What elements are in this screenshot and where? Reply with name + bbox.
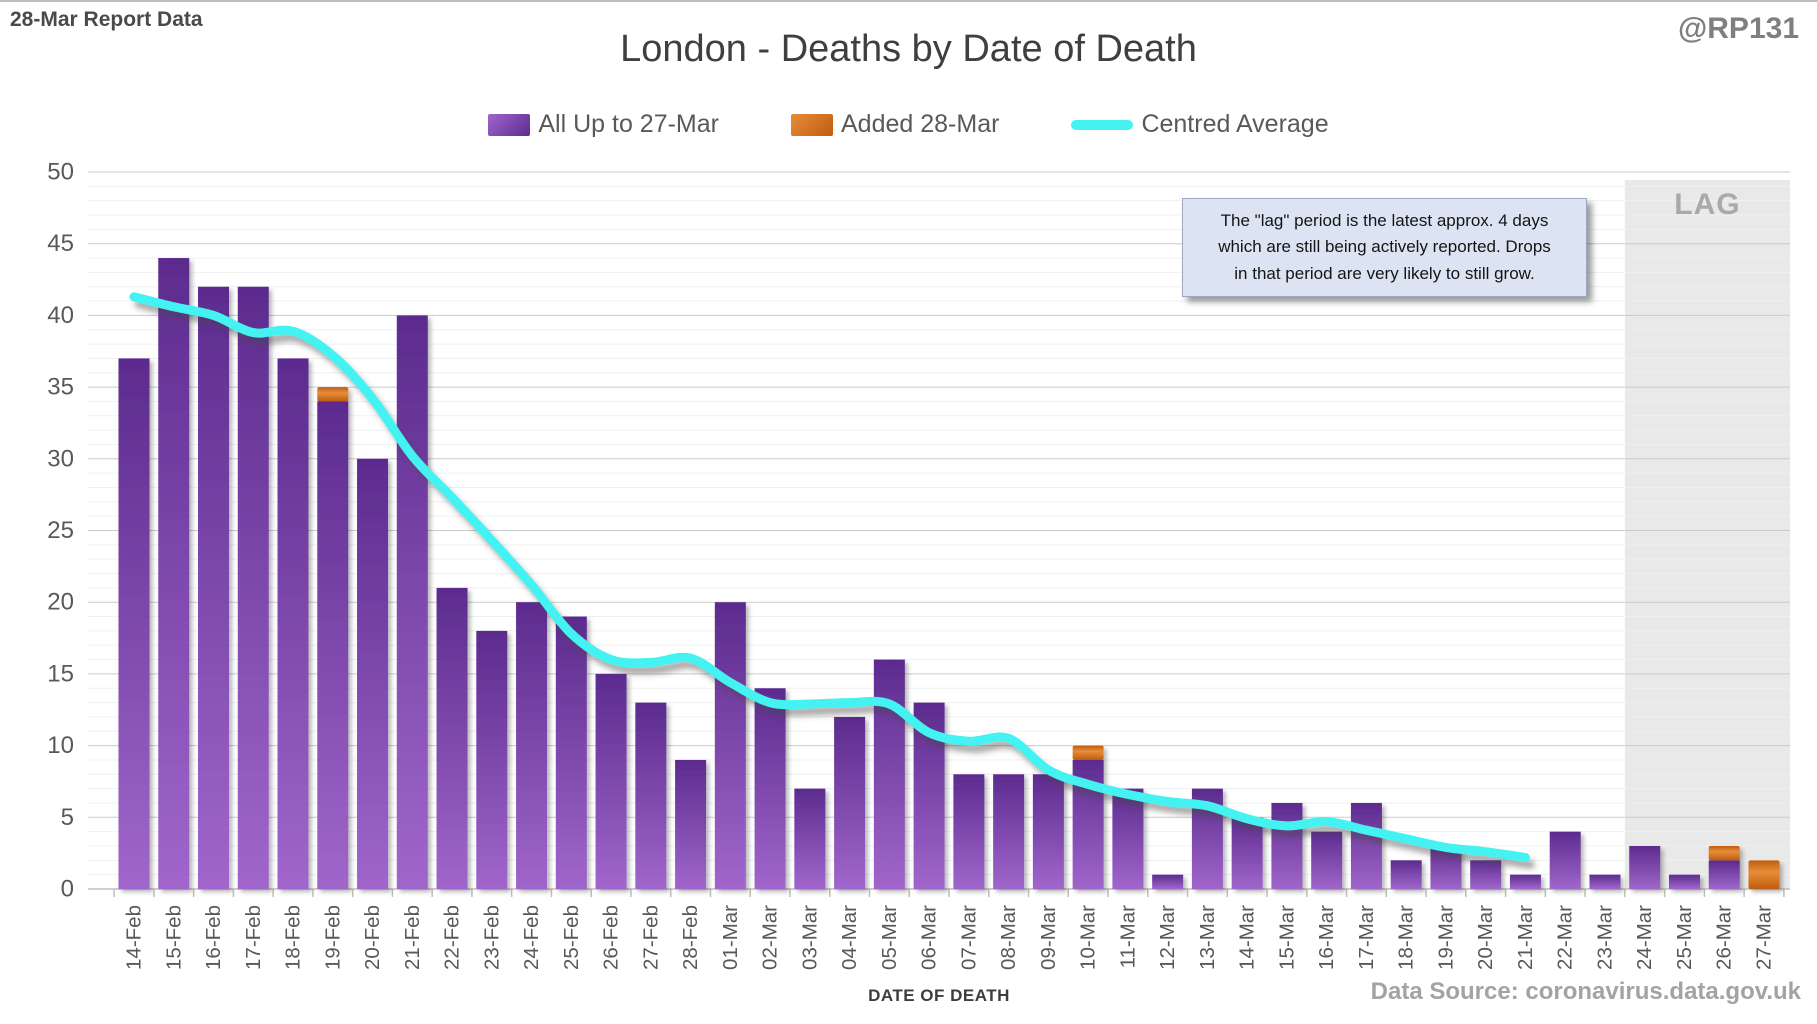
- svg-text:17-Mar: 17-Mar: [1354, 905, 1378, 970]
- annotation-line-1: The "lag" period is the latest approx. 4 days: [1220, 211, 1549, 230]
- svg-text:22-Feb: 22-Feb: [440, 905, 464, 970]
- chart-title: London - Deaths by Date of Death: [620, 28, 1197, 70]
- x-axis: [88, 889, 1790, 897]
- svg-text:03-Mar: 03-Mar: [798, 905, 822, 970]
- svg-text:26-Mar: 26-Mar: [1712, 905, 1736, 970]
- annotation-line-3: in that period are very likely to still grow.: [1234, 263, 1535, 283]
- svg-text:40: 40: [47, 301, 74, 329]
- svg-text:21-Mar: 21-Mar: [1513, 905, 1537, 970]
- svg-text:14-Mar: 14-Mar: [1235, 905, 1259, 970]
- svg-text:18-Feb: 18-Feb: [281, 905, 305, 970]
- lag-annotation-box: [1182, 198, 1587, 297]
- svg-text:18-Mar: 18-Mar: [1394, 905, 1418, 970]
- svg-text:35: 35: [47, 373, 74, 401]
- svg-text:22-Mar: 22-Mar: [1553, 905, 1577, 970]
- svg-text:27-Mar: 27-Mar: [1752, 905, 1776, 970]
- svg-text:25-Feb: 25-Feb: [559, 905, 583, 970]
- svg-text:25: 25: [47, 517, 74, 544]
- svg-text:05-Mar: 05-Mar: [877, 905, 901, 970]
- svg-text:25-Mar: 25-Mar: [1672, 905, 1696, 970]
- svg-text:04-Mar: 04-Mar: [838, 905, 862, 970]
- svg-text:15-Mar: 15-Mar: [1275, 905, 1299, 970]
- svg-text:45: 45: [47, 230, 74, 258]
- svg-text:23-Mar: 23-Mar: [1593, 905, 1617, 970]
- svg-text:20-Mar: 20-Mar: [1474, 905, 1498, 970]
- svg-text:5: 5: [60, 803, 74, 831]
- svg-text:27-Feb: 27-Feb: [639, 905, 663, 970]
- svg-text:30: 30: [47, 445, 74, 473]
- svg-text:24-Feb: 24-Feb: [520, 905, 544, 970]
- svg-text:23-Feb: 23-Feb: [480, 905, 504, 970]
- chart-canvas: [0, 2, 1817, 1024]
- svg-text:14-Feb: 14-Feb: [122, 905, 146, 970]
- svg-text:20-Feb: 20-Feb: [361, 905, 385, 970]
- svg-text:19-Mar: 19-Mar: [1434, 905, 1458, 970]
- svg-text:20: 20: [47, 588, 74, 616]
- svg-text:09-Mar: 09-Mar: [1036, 905, 1060, 970]
- legend-label-all: All Up to 27-Mar: [538, 110, 719, 138]
- svg-text:16-Feb: 16-Feb: [202, 905, 226, 970]
- svg-text:15: 15: [47, 660, 74, 688]
- svg-text:13-Mar: 13-Mar: [1195, 905, 1219, 970]
- legend-label-average: Centred Average: [1141, 110, 1329, 138]
- x-axis-title: DATE OF DEATH: [868, 986, 1010, 1005]
- annotation-line-2: which are still being actively reported. Drops: [1218, 237, 1551, 257]
- author-handle: @RP131: [1678, 12, 1799, 45]
- svg-text:01-Mar: 01-Mar: [718, 905, 742, 970]
- svg-text:06-Mar: 06-Mar: [917, 905, 941, 970]
- legend-label-added: Added 28-Mar: [841, 110, 1000, 138]
- report-date-label: 28-Mar Report Data: [10, 8, 203, 31]
- svg-text:21-Feb: 21-Feb: [400, 905, 424, 970]
- svg-text:19-Feb: 19-Feb: [321, 905, 345, 970]
- y-axis-labels: [47, 159, 74, 903]
- svg-text:24-Mar: 24-Mar: [1633, 905, 1657, 970]
- svg-text:28-Feb: 28-Feb: [679, 905, 703, 970]
- svg-text:07-Mar: 07-Mar: [957, 905, 981, 970]
- svg-text:08-Mar: 08-Mar: [997, 905, 1021, 970]
- svg-text:16-Mar: 16-Mar: [1315, 905, 1339, 970]
- svg-text:15-Feb: 15-Feb: [162, 905, 186, 970]
- svg-text:10: 10: [47, 732, 74, 760]
- lag-region-label: LAG: [1674, 188, 1741, 221]
- svg-text:12-Mar: 12-Mar: [1156, 905, 1180, 970]
- svg-text:17-Feb: 17-Feb: [241, 905, 265, 970]
- svg-text:26-Feb: 26-Feb: [599, 905, 623, 970]
- svg-text:50: 50: [47, 158, 74, 186]
- svg-text:11-Mar: 11-Mar: [1116, 905, 1140, 969]
- svg-text:02-Mar: 02-Mar: [758, 905, 782, 970]
- data-source-label: Data Source: coronavirus.data.gov.uk: [1370, 978, 1801, 1005]
- x-axis-labels: [123, 905, 1776, 970]
- svg-text:10-Mar: 10-Mar: [1076, 905, 1100, 970]
- svg-text:0: 0: [60, 875, 74, 903]
